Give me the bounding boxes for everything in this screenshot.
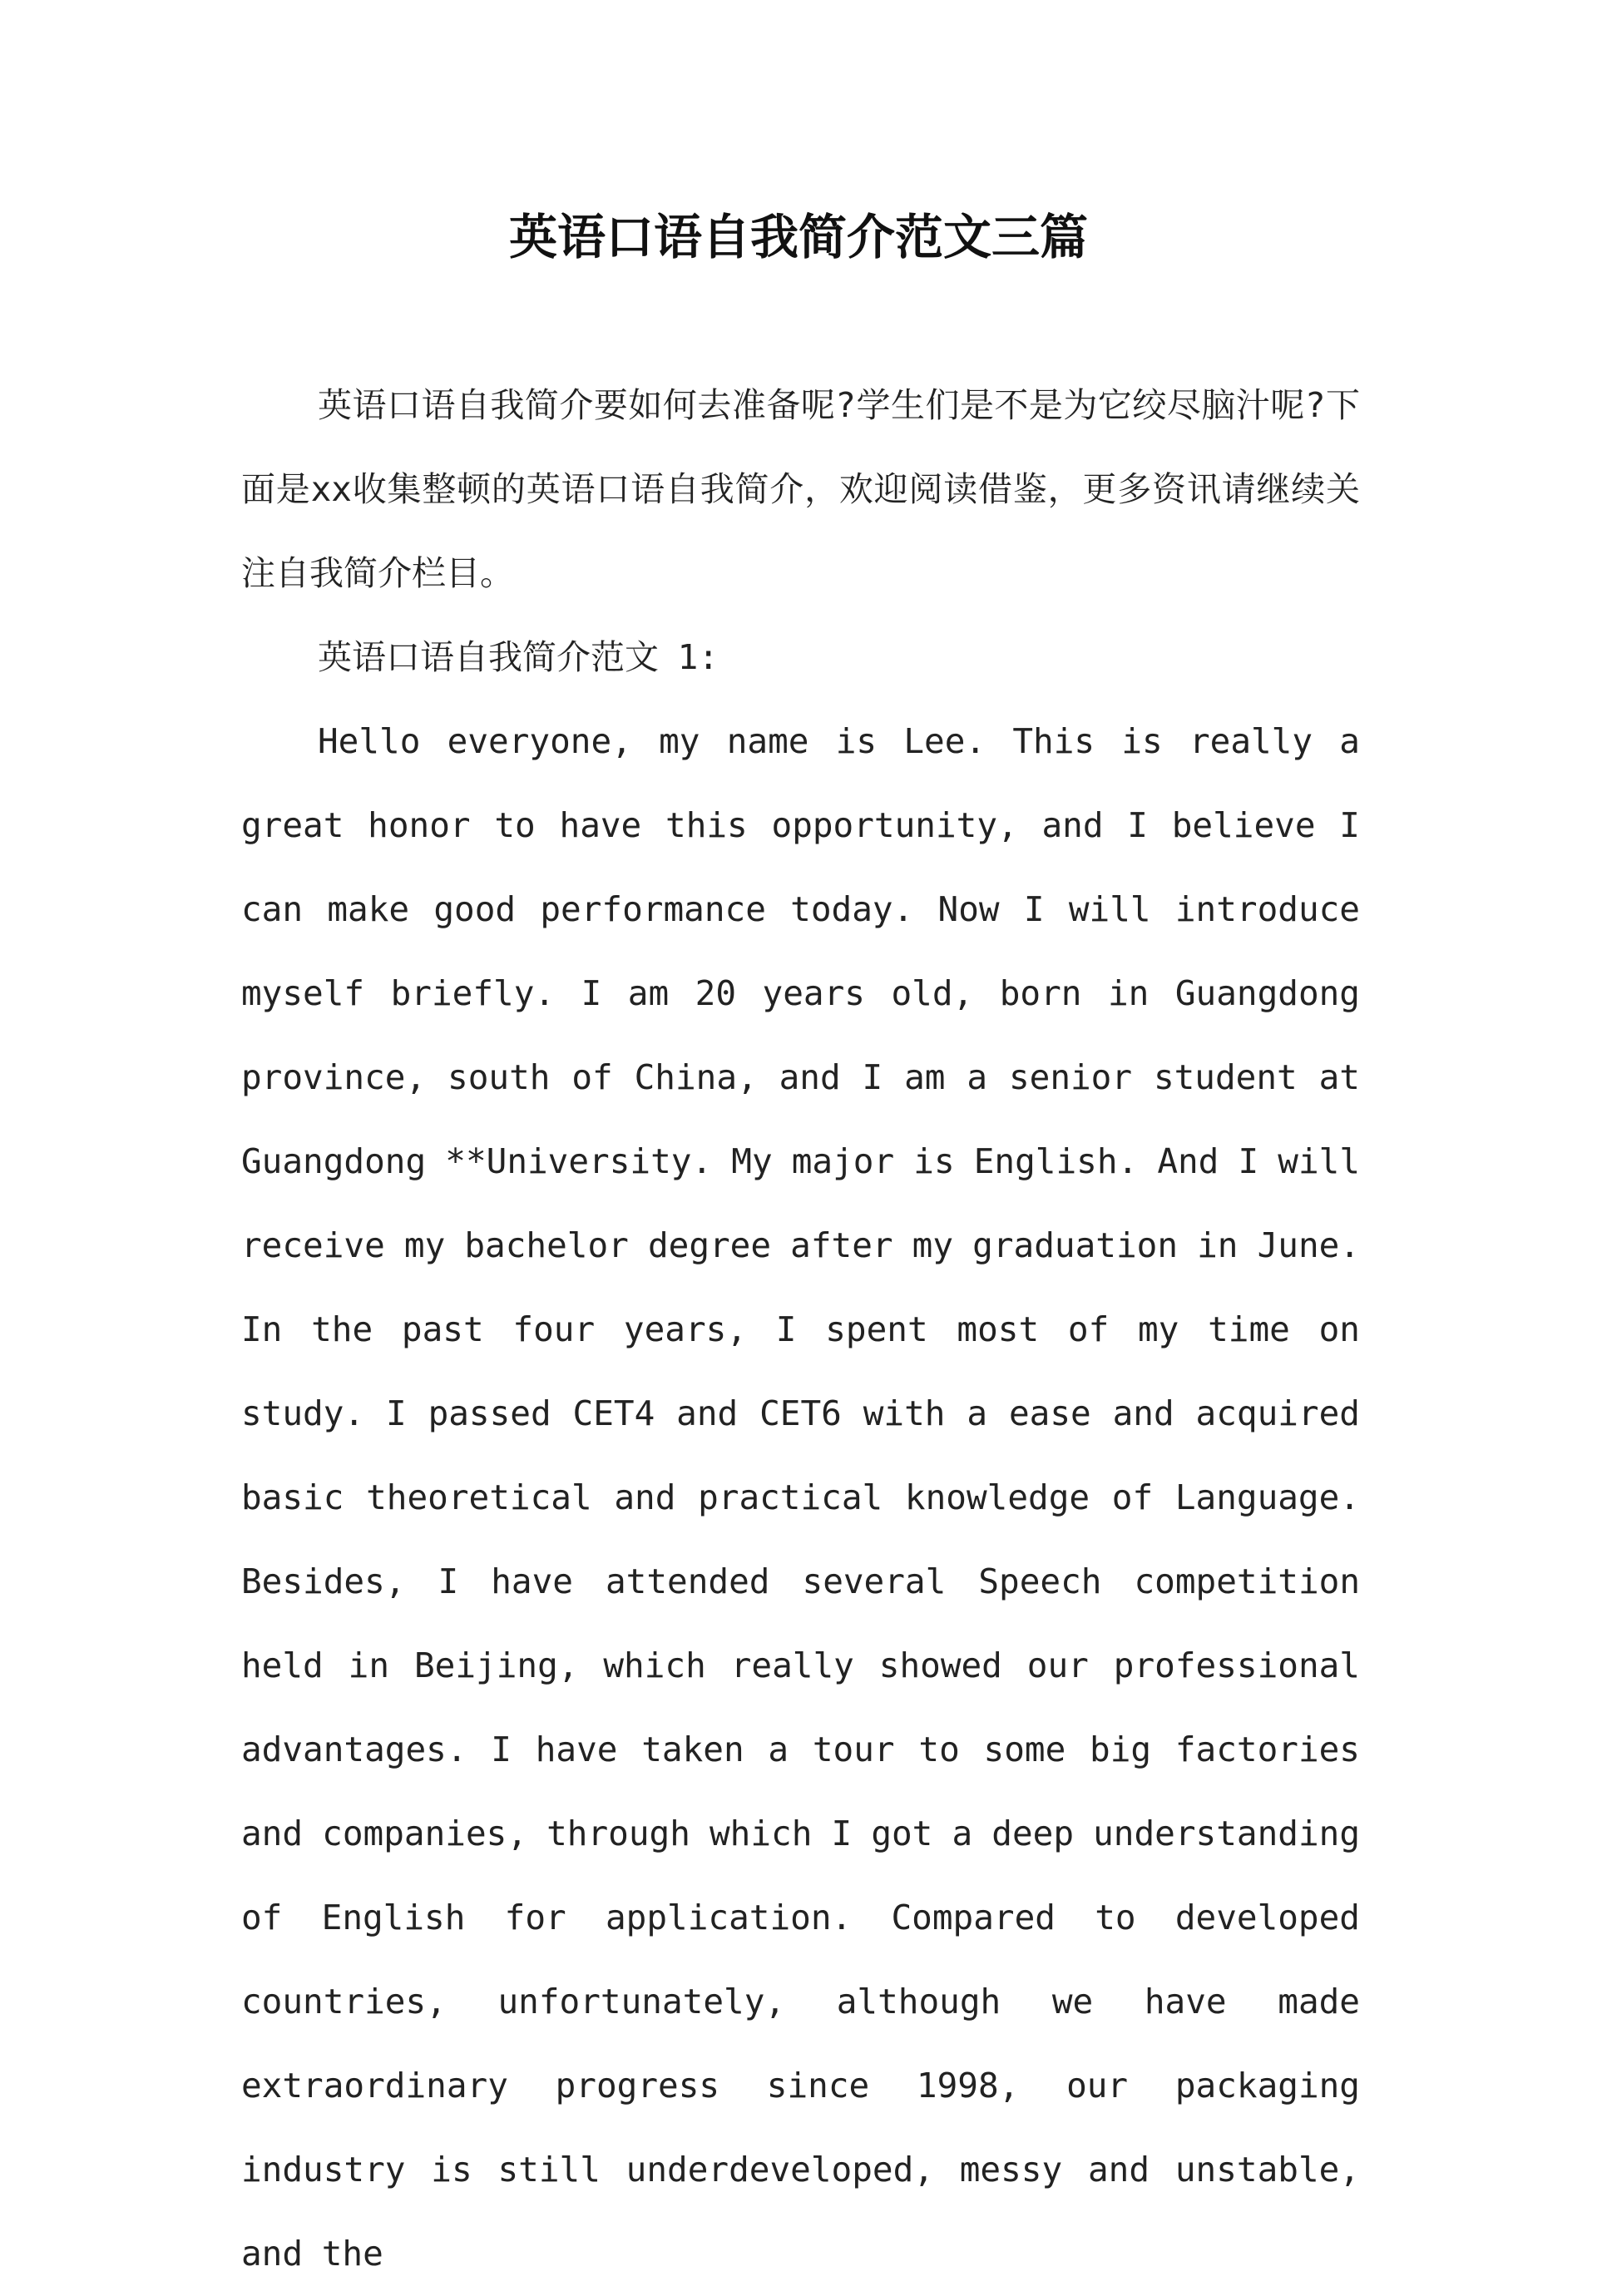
document-title: 英语口语自我简介范文三篇	[508, 209, 1088, 265]
document-body	[241, 364, 1360, 2296]
section-heading: 英语口语自我简介范文 1:	[318, 637, 719, 677]
essay-paragraph: Hello everyone, my name is Lee. This is really a great honor to have this opportunity, and I believe I can make good performance today. Now I will introduce myself briefly. I am 20 years old, born in Guangdong province, south of China, and I am a senior student at Guangdong **University. My major is English. And I will receive my bachelor degree after my graduation in June. In the past four years, I spent most of my time on study. I passed CET4 and CET6 with a ease and acquired basic theoretical and practical knowledge of Language. Besides, I have attended several Speech competition held in Beijing, which really showed our professional advantages. I have taken a tour to some big factories and companies, through which I got a deep understanding of English for application. Compared to developed countries, unfortunately, although we have made extraordinary progress since 1998, our packaging industry is still underdeveloped, messy and unstable, and the	[241, 721, 1360, 2274]
intro-paragraph: 英语口语自我简介要如何去准备呢?学生们是不是为它绞尽脑汁呢?下面是xx收集整顿的英语口语自我简介，欢迎阅读借鉴，更多资讯请继续关注自我简介栏目。	[241, 385, 1360, 593]
